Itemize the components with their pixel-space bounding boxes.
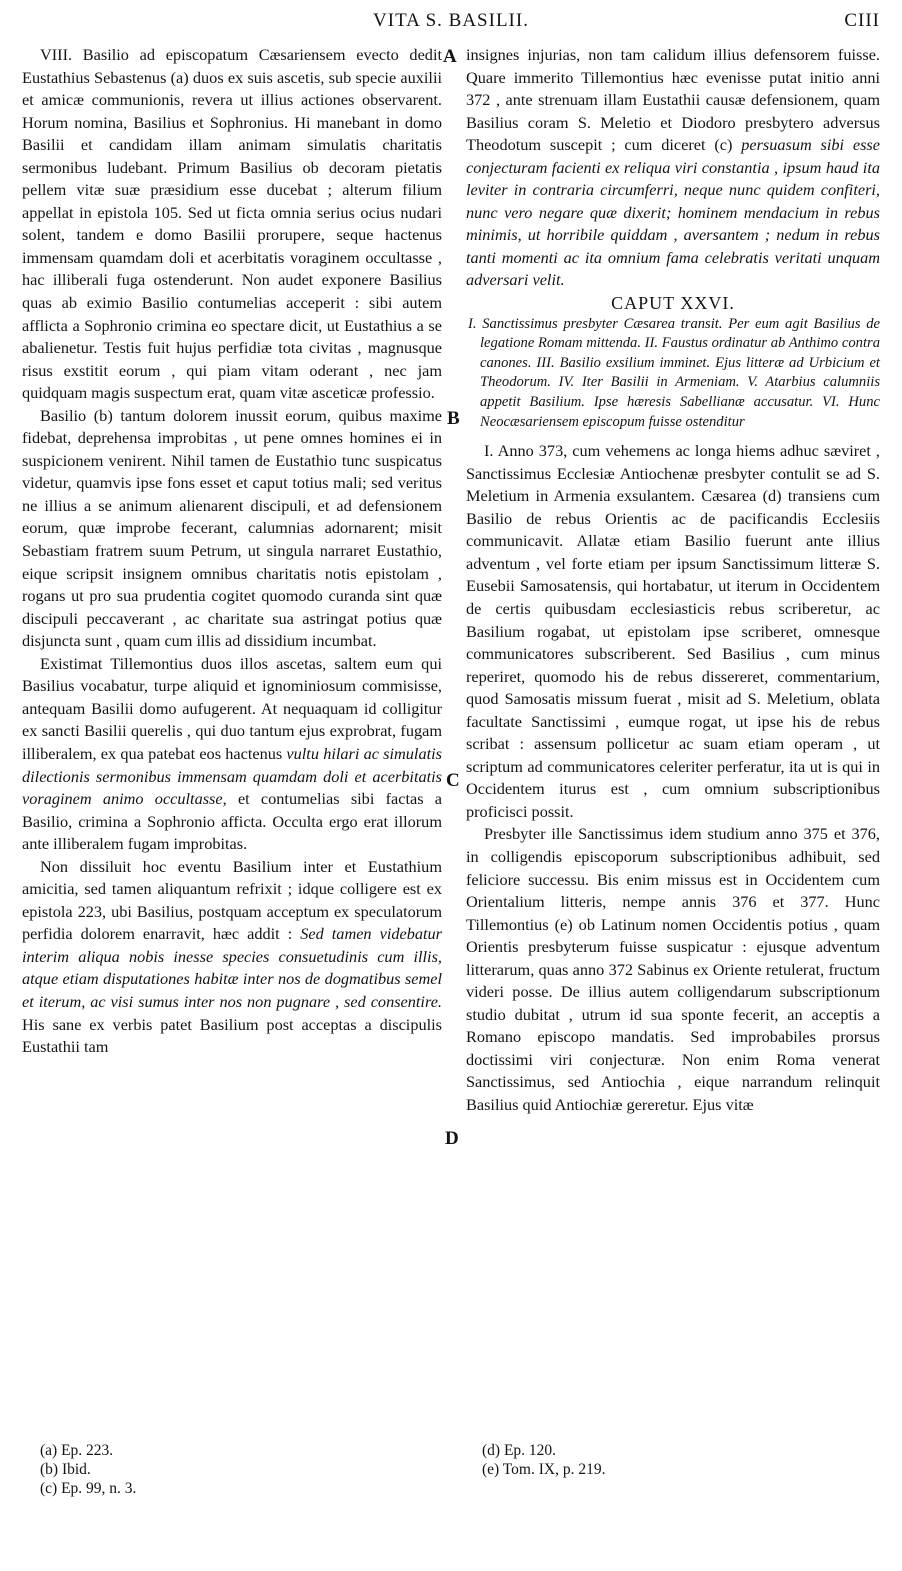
text-run: His sane ex verbis patet Basilium post acceptas a discipulis Eustathii tam — [22, 1014, 442, 1057]
chapter-heading: CAPUT XXVI. — [611, 293, 735, 314]
text-run: et contumelias sibi factas a Basilio, crimina a Sophronio afficta. Occulta ergo erat illorum ante illiberalem fugam improbitas. — [22, 789, 442, 854]
text-run: Existimat Tillemontius duos illos ascetas, saltem eum qui Basilius vocabatur, turpe aliquid et ignominiosum commisisse, antequam Basilii domo aufugerent. At nequaquam id colligitur ex sancti Basilii querelis , qui duo tantum ejus exprobrat, fugam illiberalem, ex qua patebat eos hactenus — [22, 653, 442, 763]
margin-marker-c: C — [446, 770, 460, 791]
quotation: Sed tamen videbatur interim aliqua nobis inesse species consuetudinis cum illis, atque etiam disputationes habitæ inter nos de dogmatibus semel et iterum, ac visi sumus inter nos non pugnare , sed consentire. — [22, 924, 442, 1011]
right-column — [466, 44, 880, 1117]
text-run: insignes injurias, non tam calidum illius defensorem fuisse. Quare immerito Tillemontius hæc evenisse putat initio anni 372 , ante strenuam illam Eustathii causæ defensionem, quam Basilius coram S. Meletio et Diodoro presbytero adversus Theodotum suscepit ; cum diceret (c) — [466, 45, 880, 155]
chapter-summary: I. Sanctissimus presbyter Cæsarea transit. Per eum agit Basilius de legatione Romam mittenda. II. Faustus ordinatur ab Anthimo contra canones. III. Basilio exsilium imminet. Ejus litteræ ad Urbicium et Theodorum. IV. Iter Basilii in Armeniam. V. Atarbius calumniis appetit Basilium. Ipse hæresis Sabellianæ accusatur. VI. Hunc Neocæsariensem episcopum fuisse ostenditur — [468, 315, 880, 430]
footnote: (a) Ep. 223. — [40, 1442, 114, 1459]
page-number: CIII — [844, 10, 880, 31]
footnote: (e) Tom. IX, p. 219. — [482, 1461, 606, 1478]
margin-marker-d: D — [445, 1128, 459, 1149]
footnotes-left — [40, 1441, 136, 1498]
paragraph-viii: VIII. Basilio ad episcopatum Cæsariensem evecto dedit Eustathius Sebastenus (a) duos ex suis ascetis, sub specie auxilii et amicæ communionis, revera ut illius actiones observarent. Horum nomina, Basilius et Sophronius. Hi manebant in domo Basilii et candidam illam animam simulatis charitatis sermonibus ludebant. Primum Basilius ob decoram pietatis pellem vitæ suæ præsidium esse ducebat ; alterum filium appellat in epistola 105. Sed ut ficta omnia serius ocius nudari solent, tandem e domo Basilii prorupere, seque hactenus immensam quamdam doli et acerbitatis voraginem occultasse , hac illiberali fuga ostenderunt. Non audet exponere Basilius quas ab eximio Basilio contumelias acceperit : sibi autem afflicta a Sophronio crimina eo spectare dicit, ut Eustathius a se abalienetur. Testis fuit hujus perfidiæ tota civitas , magnusque risus exstitit eorum , qui piam vitam oderant , nec jam quidquam magis suspectum erat, quam vitæ asceticæ professio. — [22, 45, 442, 403]
footnote: (b) Ibid. — [40, 1461, 91, 1478]
quotation: persuasum sibi esse conjecturam facienti ex reliqua viri constantia , ipsum haud ita leviter in contraria circumferri, neque nunc quidem confiteri, nunc vero negare quæ dixerit; hominem mendacium in rebus minimis, ut horribile quiddam , aversantem ; nedum in rebus tanti momenti ac ita omnium fama celebratis veritati unquam adversari velit. — [466, 135, 880, 290]
quotation: vultu hilari ac simulatis dilectionis sermonibus immensam quamdam doli et acerbitatis voraginem animo occultasse, — [22, 743, 442, 809]
paragraph-continued — [466, 44, 880, 292]
margin-marker-b: B — [447, 408, 460, 429]
margin-marker-a: A — [443, 46, 457, 67]
left-column — [22, 44, 442, 1059]
paragraph-i: I. Anno 373, cum vehemens ac longa hiems adhuc sæviret , Sanctissimus Ecclesiæ Antiochenæ presbyter contulit se ad S. Meletium in Armenia exsulantem. Cæsarea (d) transiens cum Basilio de rebus Orientis ac de pacificandis Ecclesiis communicavit. Allatæ etiam Basilio fuerunt ante illius adventum , vel forte etiam per ipsum Sanctissimum litteræ S. Eusebii Samosatensis, qui hortabatur, ut iterum in Occidentem de certis quibusdam ecclesiasticis rebus scriberetur, ac Basilium rogabat, ut epistolam ipse scriberet, omnesque communicatores subscriberent. Sed Basilius , cum minus reperiret, quomodo his de rebus dissereret, commentarium, quod Samosatis missum fuerat , misit ad S. Meletium, oblata facultate Sanctissimi , eumque rogat, ut ipse his de rebus scribat : assensum pollicetur ac suam etiam operam , ut scriptum ad communicatores celeriter perferatur, ita ut is qui in Occidentem iturus est , cum omnium subscriptionibus proficisci possit. — [466, 441, 880, 821]
footnotes-right — [482, 1441, 605, 1479]
paragraph: Basilio (b) tantum dolorem inussit eorum, quibus maxime fidebat, deprehensa improbitas , ut pene omnes homines ei in suspicionem venirent. Nihil tamen de Eustathio tunc suspicatus videtur, quamvis ipse fons esset et caput totius mali; sed veritus ne illius a se animum alienarent discipuli, et ad defensionem eorum, quæ improbe fecerant, calumnias adornarent; misit Sebastiam fratrem suum Petrum, ut singula narraret Eustathio, eique scripsit insignem omnibus charitatis notis epistolam , rogans ut pro sua prudentia cogitet quomodo curanda sint quæ discipuli peccaverant , ac charitate sua astringat potius quæ disjuncta sunt , quam cum illis ad dissidium incumbat. — [22, 405, 442, 651]
text-run: Non dissiluit hoc eventu Basilium inter et Eustathium amicitia, sed tamen aliquantum refrixit ; idque colligere est ex epistola 223, ubi Basilius, postquam acceptum ex speculatorum perfidia dolorem enarravit, hæc addit : — [22, 856, 442, 944]
paragraph — [22, 653, 442, 856]
footnote: (c) Ep. 99, n. 3. — [40, 1480, 137, 1497]
paragraph: Presbyter ille Sanctissimus idem studium anno 375 et 376, in colligendis episcoporum subscriptionibus adhibuit, sed feliciore successu. Bis enim missus est in Occidentem cum Orientalium litteris, nempe annis 376 et 377. Hunc Tillemontius (e) ob Latinum nomen Occidentis potius , quam Orientis presbyterum fuisse suspicatur : ejusque adventum litterarum, quas anno 372 Sabinus ex Oriente retulerat, fructum videri posse. De illius autem colligendarum subscriptionum studio dubitat , utrum id sua sponte fecerit, an acceptis a Romano episcopo mandatis. Sed improbabiles prorsus doctissimi viri conjecturæ. Non enim Roma venerat Sanctissimus, sed Antiochia , eique narrandum relinquit Basilius quid Antiochiæ gereretur. Ejus vitæ — [466, 824, 880, 1114]
paragraph — [22, 856, 442, 1059]
running-header — [0, 6, 902, 36]
footnote: (d) Ep. 120. — [482, 1442, 557, 1459]
running-title: VITA S. BASILII. — [373, 10, 529, 31]
